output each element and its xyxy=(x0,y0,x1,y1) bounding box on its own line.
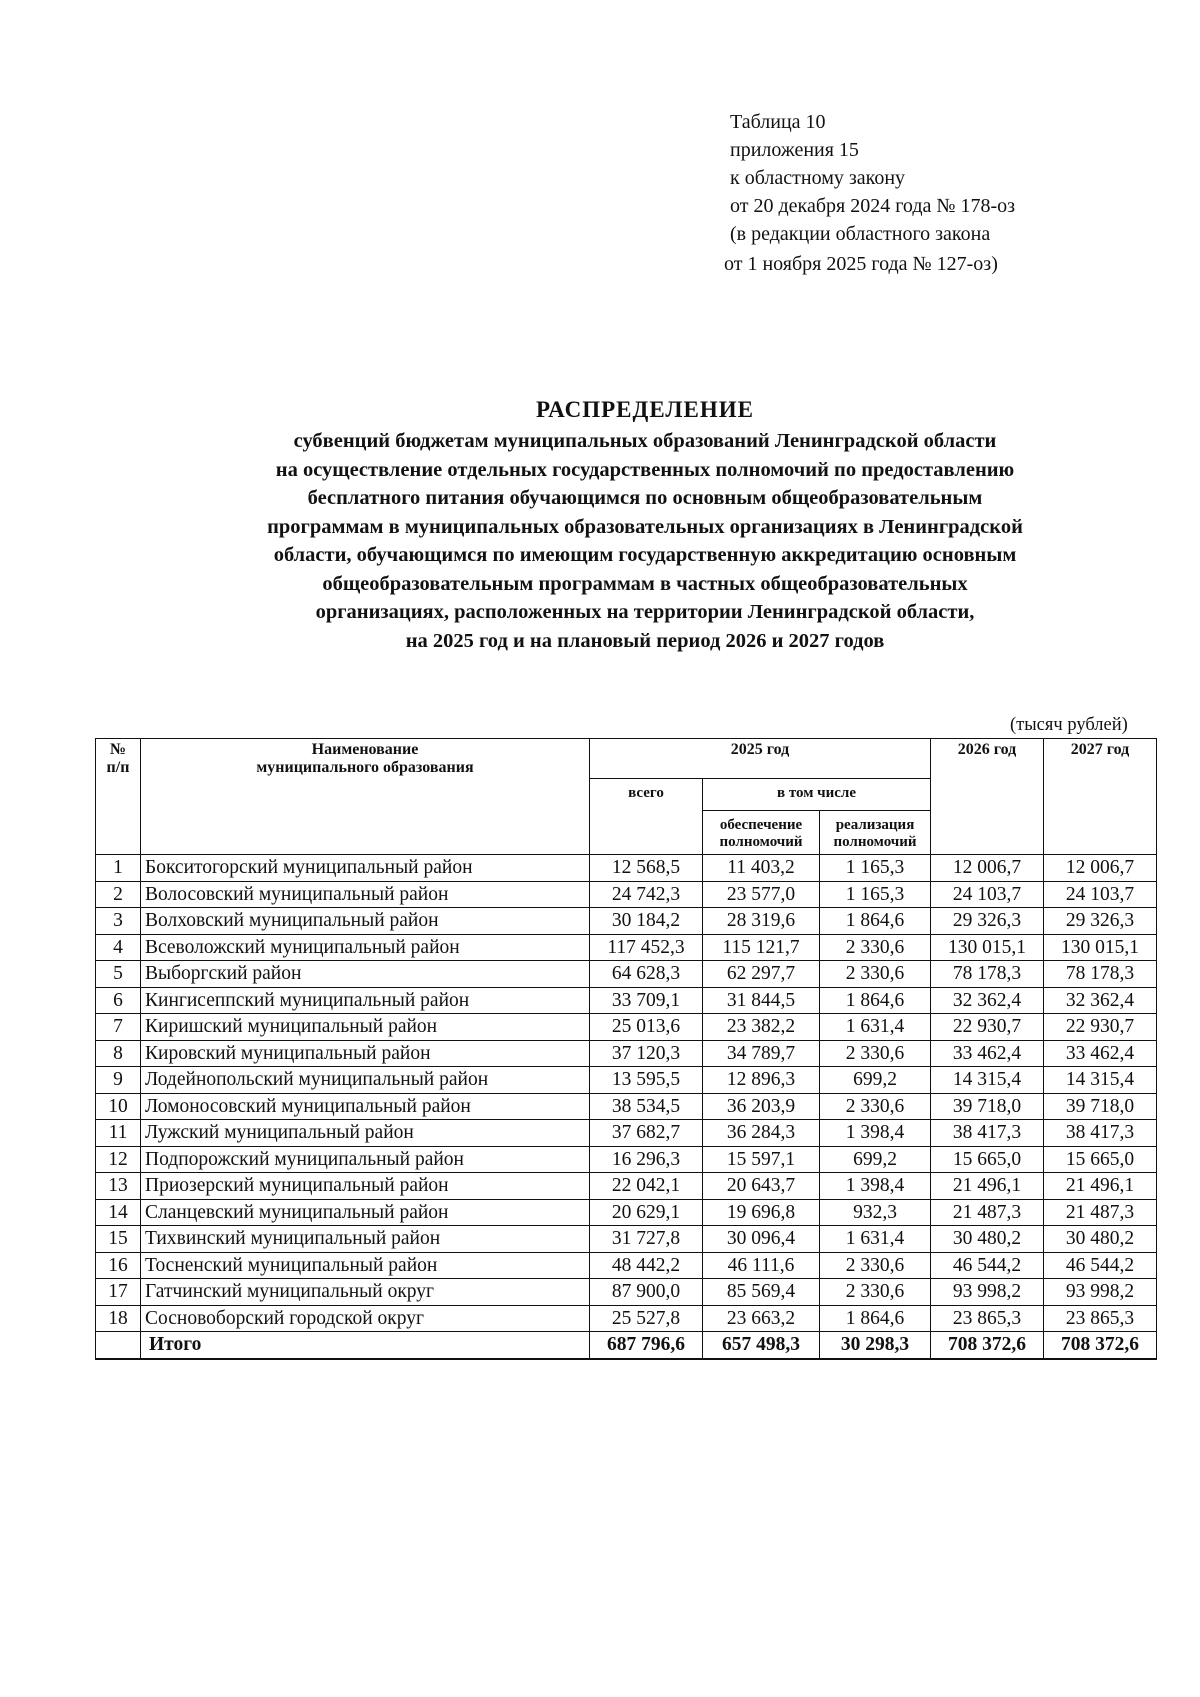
implementation-2025: 2 330,6 xyxy=(820,1279,931,1306)
municipality-name: Тосненский муниципальный район xyxy=(141,1252,590,1279)
implementation-2025: 30 298,3 xyxy=(820,1332,931,1359)
law-date: от 20 декабря 2024 года № 178-оз xyxy=(730,195,1016,217)
amount-2027: 39 718,0 xyxy=(1044,1093,1157,1120)
implementation-2025: 2 330,6 xyxy=(820,1252,931,1279)
total-2025: 117 452,3 xyxy=(590,934,703,961)
municipality-name: Бокситогорский муниципальный район xyxy=(141,855,590,882)
total-row xyxy=(96,1332,1157,1359)
implementation-2025: 932,3 xyxy=(820,1199,931,1226)
amount-2027: 708 372,6 xyxy=(1044,1332,1157,1359)
title-main: РАСПРЕДЕЛЕНИЕ xyxy=(536,397,754,422)
municipality-name: Выборгский район xyxy=(141,961,590,988)
row-number: 10 xyxy=(96,1093,141,1120)
amount-2027: 15 665,0 xyxy=(1044,1146,1157,1173)
table-row xyxy=(96,961,1157,988)
row-number: 9 xyxy=(96,1067,141,1094)
title-line: области, обучающимся по имеющим государственную аккредитацию основным xyxy=(273,544,1017,566)
table-number: Таблица 10 xyxy=(730,111,826,133)
implementation-2025: 1 631,4 xyxy=(820,1226,931,1253)
title-line: общеобразовательным программам в частных общеобразовательных xyxy=(322,572,968,595)
table-row xyxy=(96,1226,1157,1253)
document-title xyxy=(120,395,1170,655)
total-2025: 12 568,5 xyxy=(590,855,703,882)
total-2025: 87 900,0 xyxy=(590,1279,703,1306)
municipality-name: Подпорожский муниципальный район xyxy=(141,1146,590,1173)
total-2025: 30 184,2 xyxy=(590,908,703,935)
municipality-name: Приозерский муниципальный район xyxy=(141,1173,590,1200)
header-number-line2: п/п xyxy=(106,759,130,776)
municipality-name: Волховский муниципальный район xyxy=(141,908,590,935)
header-year-2025: 2025 год xyxy=(590,739,931,779)
header-total: всего xyxy=(590,779,703,855)
header-provision xyxy=(703,811,820,855)
implementation-2025: 2 330,6 xyxy=(820,1093,931,1120)
header-year-2026: 2026 год xyxy=(931,739,1044,855)
implementation-2025: 1 398,4 xyxy=(820,1120,931,1147)
implementation-2025: 1 864,6 xyxy=(820,908,931,935)
provision-2025: 23 382,2 xyxy=(703,1014,820,1041)
provision-2025: 85 569,4 xyxy=(703,1279,820,1306)
row-number xyxy=(96,1332,141,1359)
municipality-name: Ломоносовский муниципальный район xyxy=(141,1093,590,1120)
amount-2026: 21 496,1 xyxy=(931,1173,1044,1200)
title-line: бесплатного питания обучающимся по основным общеобразовательным xyxy=(307,487,983,509)
row-number: 6 xyxy=(96,987,141,1014)
table-row xyxy=(96,855,1157,882)
amount-2026: 93 998,2 xyxy=(931,1279,1044,1306)
units-label: (тысяч рублей) xyxy=(1010,715,1128,735)
header-implementation-line2: полномочий xyxy=(833,834,917,850)
provision-2025: 23 577,0 xyxy=(703,881,820,908)
provision-2025: 28 319,6 xyxy=(703,908,820,935)
header-name xyxy=(141,739,590,855)
municipality-name: Кингисеппский муниципальный район xyxy=(141,987,590,1014)
amount-2026: 130 015,1 xyxy=(931,934,1044,961)
amount-2026: 708 372,6 xyxy=(931,1332,1044,1359)
table-row xyxy=(96,1199,1157,1226)
row-number: 5 xyxy=(96,961,141,988)
title-line: организациях, расположенных на территории Ленинградской области, xyxy=(315,601,975,623)
total-2025: 16 296,3 xyxy=(590,1146,703,1173)
row-number: 4 xyxy=(96,934,141,961)
provision-2025: 31 844,5 xyxy=(703,987,820,1014)
provision-2025: 657 498,3 xyxy=(703,1332,820,1359)
implementation-2025: 1 864,6 xyxy=(820,987,931,1014)
row-number: 8 xyxy=(96,1040,141,1067)
provision-2025: 36 284,3 xyxy=(703,1120,820,1147)
municipality-name: Тихвинский муниципальный район xyxy=(141,1226,590,1253)
table-row xyxy=(96,908,1157,935)
row-number: 16 xyxy=(96,1252,141,1279)
municipality-name: Лужский муниципальный район xyxy=(141,1120,590,1147)
total-2025: 33 709,1 xyxy=(590,987,703,1014)
total-2025: 38 534,5 xyxy=(590,1093,703,1120)
total-2025: 687 796,6 xyxy=(590,1332,703,1359)
implementation-2025: 699,2 xyxy=(820,1067,931,1094)
amount-2026: 14 315,4 xyxy=(931,1067,1044,1094)
total-2025: 31 727,8 xyxy=(590,1226,703,1253)
provision-2025: 115 121,7 xyxy=(703,934,820,961)
total-2025: 48 442,2 xyxy=(590,1252,703,1279)
table-row xyxy=(96,1040,1157,1067)
amount-2026: 12 006,7 xyxy=(931,855,1044,882)
table-row xyxy=(96,881,1157,908)
amount-2026: 32 362,4 xyxy=(931,987,1044,1014)
header-provision-line2: полномочий xyxy=(719,834,803,850)
appendix-number: приложения 15 xyxy=(730,139,859,161)
total-2025: 25 527,8 xyxy=(590,1305,703,1332)
row-number: 1 xyxy=(96,855,141,882)
header-name-line2: муниципального образования xyxy=(256,759,474,776)
table-row xyxy=(96,1173,1157,1200)
header-implementation-line1: реализация xyxy=(835,817,915,833)
row-number: 13 xyxy=(96,1173,141,1200)
implementation-2025: 1 864,6 xyxy=(820,1305,931,1332)
total-2025: 20 629,1 xyxy=(590,1199,703,1226)
table-row xyxy=(96,1305,1157,1332)
amount-2027: 93 998,2 xyxy=(1044,1279,1157,1306)
amount-2026: 29 326,3 xyxy=(931,908,1044,935)
provision-2025: 11 403,2 xyxy=(703,855,820,882)
provision-2025: 12 896,3 xyxy=(703,1067,820,1094)
header-implementation xyxy=(820,811,931,855)
amount-2027: 23 865,3 xyxy=(1044,1305,1157,1332)
municipality-name: Лодейнопольский муниципальный район xyxy=(141,1067,590,1094)
amount-2027: 21 496,1 xyxy=(1044,1173,1157,1200)
amount-2027: 24 103,7 xyxy=(1044,881,1157,908)
header-provision-line1: обеспечение xyxy=(719,817,803,833)
distribution-table xyxy=(95,738,1157,1360)
row-number: 11 xyxy=(96,1120,141,1147)
table-row xyxy=(96,934,1157,961)
provision-2025: 62 297,7 xyxy=(703,961,820,988)
amount-2027: 46 544,2 xyxy=(1044,1252,1157,1279)
row-number: 17 xyxy=(96,1279,141,1306)
provision-2025: 23 663,2 xyxy=(703,1305,820,1332)
amount-2027: 33 462,4 xyxy=(1044,1040,1157,1067)
amount-2027: 29 326,3 xyxy=(1044,908,1157,935)
municipality-name: Кировский муниципальный район xyxy=(141,1040,590,1067)
header-number-line1: № xyxy=(109,741,127,758)
title-line: субвенций бюджетам муниципальных образований Ленинградской области xyxy=(293,430,997,452)
total-2025: 25 013,6 xyxy=(590,1014,703,1041)
municipality-name: Всеволожский муниципальный район xyxy=(141,934,590,961)
table-row xyxy=(96,1146,1157,1173)
title-line: на осуществление отдельных государственных полномочий по предоставлению xyxy=(275,458,1015,481)
implementation-2025: 1 398,4 xyxy=(820,1173,931,1200)
implementation-2025: 1 165,3 xyxy=(820,881,931,908)
municipality-name: Гатчинский муниципальный округ xyxy=(141,1279,590,1306)
amount-2026: 46 544,2 xyxy=(931,1252,1044,1279)
amount-2026: 38 417,3 xyxy=(931,1120,1044,1147)
total-2025: 22 042,1 xyxy=(590,1173,703,1200)
provision-2025: 15 597,1 xyxy=(703,1146,820,1173)
header-year-2027: 2027 год xyxy=(1044,739,1157,855)
provision-2025: 20 643,7 xyxy=(703,1173,820,1200)
amount-2026: 22 930,7 xyxy=(931,1014,1044,1041)
header-name-line1: Наименование xyxy=(311,741,419,758)
amount-2027: 21 487,3 xyxy=(1044,1199,1157,1226)
total-2025: 37 120,3 xyxy=(590,1040,703,1067)
revision-date: от 1 ноября 2025 года № 127-оз) xyxy=(724,253,998,275)
row-number: 3 xyxy=(96,908,141,935)
law-reference: к областному закону xyxy=(730,167,906,189)
implementation-2025: 2 330,6 xyxy=(820,934,931,961)
municipality-name: Сланцевский муниципальный район xyxy=(141,1199,590,1226)
table-row xyxy=(96,1014,1157,1041)
total-2025: 24 742,3 xyxy=(590,881,703,908)
amount-2026: 78 178,3 xyxy=(931,961,1044,988)
row-number: 2 xyxy=(96,881,141,908)
implementation-2025: 2 330,6 xyxy=(820,961,931,988)
implementation-2025: 2 330,6 xyxy=(820,1040,931,1067)
amount-2026: 21 487,3 xyxy=(931,1199,1044,1226)
implementation-2025: 1 165,3 xyxy=(820,855,931,882)
amount-2027: 38 417,3 xyxy=(1044,1120,1157,1147)
title-line: на 2025 год и на плановый период 2026 и 2027 годов xyxy=(405,629,885,652)
amount-2026: 30 480,2 xyxy=(931,1226,1044,1253)
total-2025: 37 682,7 xyxy=(590,1120,703,1147)
amount-2027: 78 178,3 xyxy=(1044,961,1157,988)
provision-2025: 30 096,4 xyxy=(703,1226,820,1253)
total-2025: 64 628,3 xyxy=(590,961,703,988)
amount-2026: 24 103,7 xyxy=(931,881,1044,908)
amount-2026: 23 865,3 xyxy=(931,1305,1044,1332)
row-number: 7 xyxy=(96,1014,141,1041)
provision-2025: 46 111,6 xyxy=(703,1252,820,1279)
header-number xyxy=(96,739,141,855)
table-row xyxy=(96,987,1157,1014)
amount-2027: 12 006,7 xyxy=(1044,855,1157,882)
amount-2027: 22 930,7 xyxy=(1044,1014,1157,1041)
amount-2027: 30 480,2 xyxy=(1044,1226,1157,1253)
municipality-name: Киришский муниципальный район xyxy=(141,1014,590,1041)
document-reference-header xyxy=(724,108,1016,278)
table-row xyxy=(96,1093,1157,1120)
amount-2026: 33 462,4 xyxy=(931,1040,1044,1067)
total-2025: 13 595,5 xyxy=(590,1067,703,1094)
header-including: в том числе xyxy=(703,779,931,811)
provision-2025: 19 696,8 xyxy=(703,1199,820,1226)
row-number: 14 xyxy=(96,1199,141,1226)
table-row xyxy=(96,1120,1157,1147)
row-number: 15 xyxy=(96,1226,141,1253)
table-row xyxy=(96,1279,1157,1306)
provision-2025: 34 789,7 xyxy=(703,1040,820,1067)
implementation-2025: 1 631,4 xyxy=(820,1014,931,1041)
amount-2026: 15 665,0 xyxy=(931,1146,1044,1173)
table-row xyxy=(96,1067,1157,1094)
title-line: программам в муниципальных образовательных организациях в Ленинградской xyxy=(267,515,1023,538)
row-number: 18 xyxy=(96,1305,141,1332)
provision-2025: 36 203,9 xyxy=(703,1093,820,1120)
table-row xyxy=(96,1252,1157,1279)
amount-2026: 39 718,0 xyxy=(931,1093,1044,1120)
implementation-2025: 699,2 xyxy=(820,1146,931,1173)
row-number: 12 xyxy=(96,1146,141,1173)
municipality-name: Волосовский муниципальный район xyxy=(141,881,590,908)
amount-2027: 32 362,4 xyxy=(1044,987,1157,1014)
municipality-name: Итого xyxy=(141,1332,590,1359)
revision-note: (в редакции областного закона xyxy=(730,223,991,245)
municipality-name: Сосновоборский городской округ xyxy=(141,1305,590,1332)
amount-2027: 14 315,4 xyxy=(1044,1067,1157,1094)
amount-2027: 130 015,1 xyxy=(1044,934,1157,961)
